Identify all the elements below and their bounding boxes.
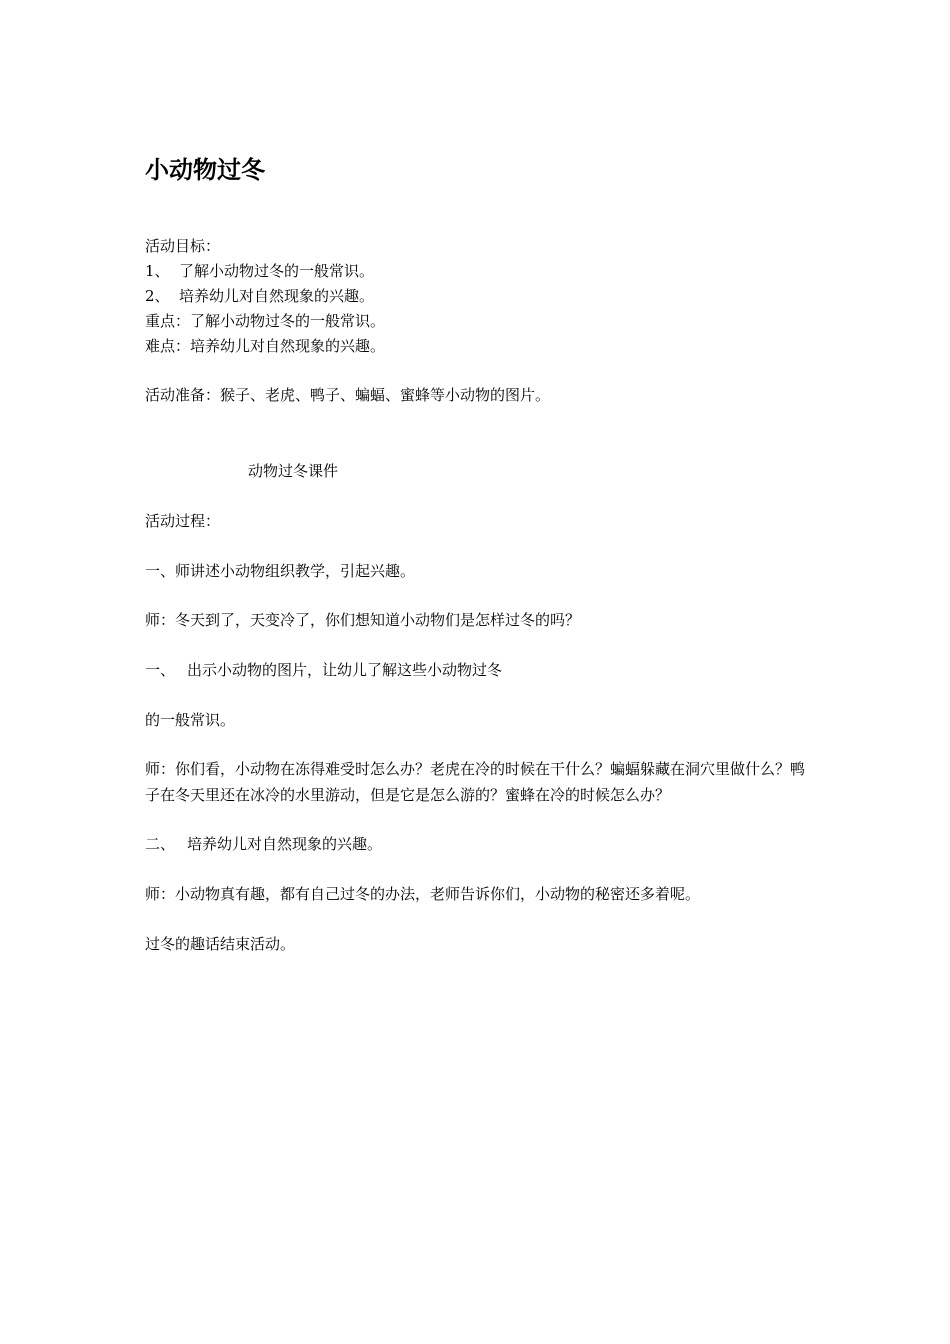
step-2 (145, 658, 502, 682)
courseware-label: 动物过冬课件 (248, 462, 339, 480)
teacher-question-1: 师：冬天到了，天变冷了，你们想知道小动物们是怎样过冬的吗？ (145, 611, 581, 629)
step-1: 一、师讲述小动物组织教学，引起兴趣。 (145, 562, 416, 580)
goal-number: 1、 (145, 262, 170, 280)
goal-text: 了解小动物过冬的一般常识。 (179, 262, 375, 280)
step-text: 培养幼儿对自然现象的兴趣。 (187, 835, 383, 853)
page-title: 小动物过冬 (145, 156, 265, 184)
goal-item-2 (145, 284, 374, 308)
preparation: 活动准备：猴子、老虎、鸭子、蝙蝠、蜜蜂等小动物的图片。 (145, 386, 551, 404)
step-3 (145, 832, 382, 856)
step-number: 二、 (145, 835, 176, 853)
step-2-continuation: 的一般常识。 (145, 711, 236, 729)
difficulty: 难点：培养幼儿对自然现象的兴趣。 (145, 337, 386, 355)
goals-heading: 活动目标： (145, 237, 221, 255)
process-heading: 活动过程： (145, 512, 221, 530)
step-number: 一、 (145, 661, 176, 679)
goal-item-1 (145, 259, 374, 283)
goal-text: 培养幼儿对自然现象的兴趣。 (179, 287, 375, 305)
step-text: 出示小动物的图片，让幼儿了解这些小动物过冬 (187, 661, 503, 679)
ending: 过冬的趣话结束活动。 (145, 935, 296, 953)
teacher-question-3: 师：小动物真有趣，都有自己过冬的办法，老师告诉你们，小动物的秘密还多着呢。 (145, 885, 701, 903)
goal-number: 2、 (145, 287, 170, 305)
teacher-question-2: 师：你们看，小动物在冻得难受时怎么办？老虎在冷的时候在干什么？蝙蝠躲藏在洞穴里做什么？鸭子在冬天里还在冰冷的水里游动，但是它是怎么游的？蜜蜂在冷的时候怎么办？ (145, 760, 806, 804)
key-point: 重点：了解小动物过冬的一般常识。 (145, 312, 386, 330)
